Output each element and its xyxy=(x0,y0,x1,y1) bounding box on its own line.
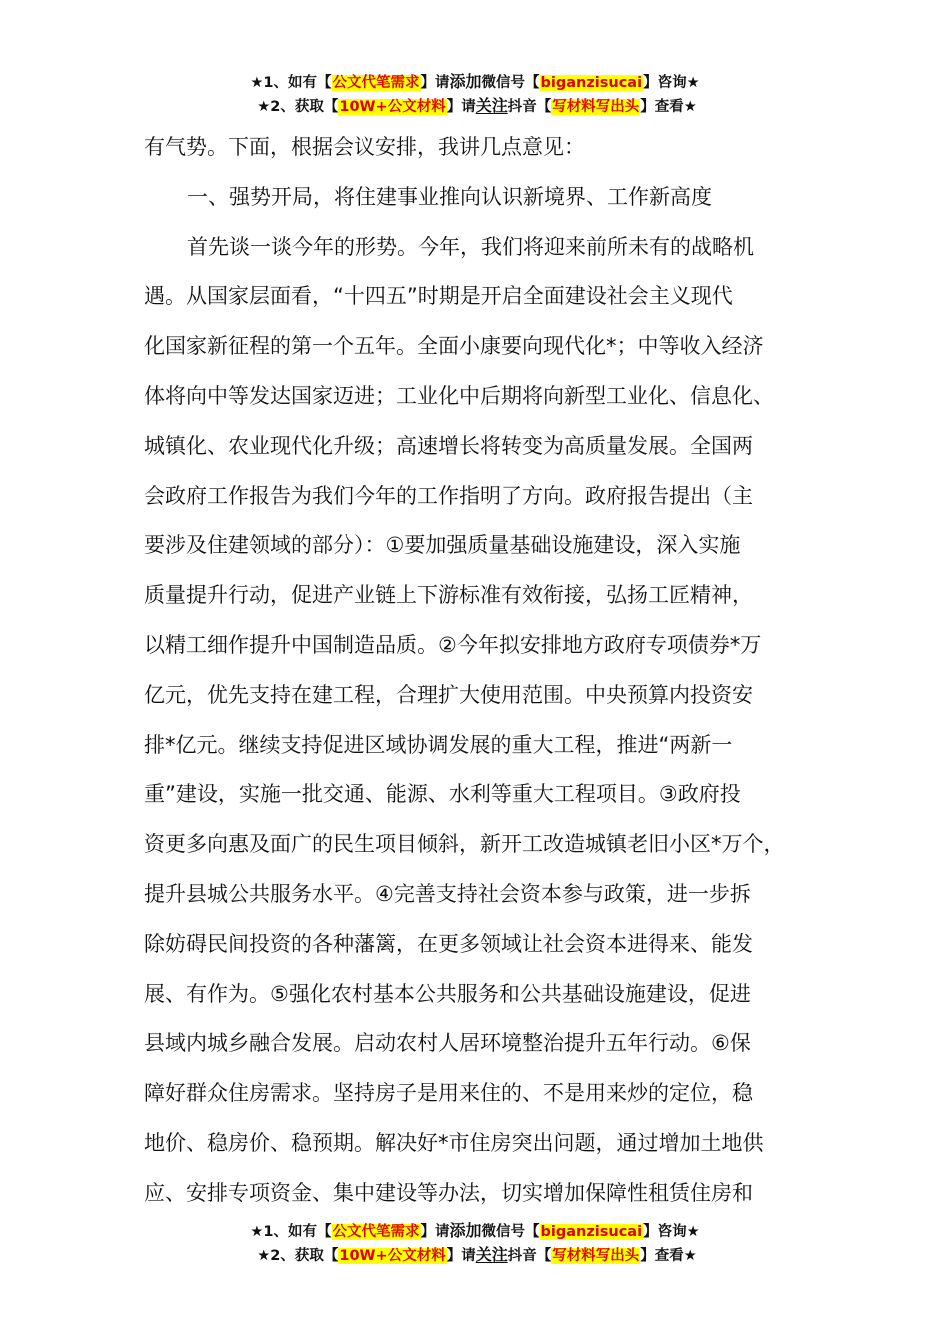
body-line: 重”建设，实施一批交通、能源、水利等重大工程项目。③政府投 xyxy=(144,782,741,807)
body-line: 资更多向惠及面广的民生项目倾斜，新开工改造城镇老旧小区*万个， xyxy=(144,832,785,857)
banner-text: 】查看★ xyxy=(640,1248,697,1264)
banner-text: ★2、获取【 xyxy=(257,99,339,115)
body-line: 质量提升行动，促进产业链上下游标准有效衔接，弘扬工匠精神， xyxy=(144,583,753,608)
banner-text: 】请 xyxy=(420,1224,450,1240)
banner-highlight-douyin: 写材料写出头 xyxy=(552,99,640,115)
body-line: 首先谈一谈今年的形势。今年，我们将迎来前所未有的战略机 xyxy=(187,234,754,259)
document-body xyxy=(144,123,824,1219)
body-line: 排*亿元。继续支持促进区域协调发展的重大工程，推进“两新一 xyxy=(144,732,733,757)
banner-line-1 xyxy=(0,70,950,94)
banner-highlight-service: 公文代笔需求 xyxy=(332,1224,420,1240)
banner-text: 微信号【 xyxy=(481,1224,540,1240)
body-line: 以精工细作提升中国制造品质。②今年拟安排地方政府专项债券*万 xyxy=(144,632,762,657)
banner-text: ★2、获取【 xyxy=(257,1248,339,1264)
banner-line-2 xyxy=(0,1243,950,1267)
banner-highlight-service: 公文代笔需求 xyxy=(332,75,420,91)
banner-highlight-materials: 10W+公文材料 xyxy=(339,1248,446,1264)
body-line: 化国家新征程的第一个五年。全面小康要向现代化*；中等收入经济 xyxy=(144,334,764,359)
banner-text: 抖音【 xyxy=(507,99,552,115)
banner-line-2 xyxy=(0,94,950,118)
header-banner xyxy=(0,70,950,118)
body-line: 提升县城公共服务水平。④完善支持社会资本参与政策，进一步拆 xyxy=(144,881,751,906)
body-line: 城镇化、农业现代化升级；高速增长将转变为高质量发展。全国两 xyxy=(144,433,753,458)
body-line: 亿元，优先支持在建工程，合理扩大使用范围。中央预算内投资安 xyxy=(144,682,753,707)
banner-emphasis: 添加 xyxy=(449,1221,482,1240)
section-heading: 一、强势开局，将住建事业推向认识新境界、工作新高度 xyxy=(187,184,712,209)
body-line: 应、安排专项资金、集中建设等办法，切实增加保障性租赁住房和 xyxy=(144,1180,753,1205)
banner-text: 】咨询★ xyxy=(643,75,700,91)
banner-text: 】查看★ xyxy=(640,99,697,115)
body-line: 要涉及住建领域的部分）：①要加强质量基础设施建设，深入实施 xyxy=(144,533,741,558)
banner-text: 】请 xyxy=(446,1248,476,1264)
banner-text: 】请 xyxy=(446,99,476,115)
body-line: 障好群众住房需求。坚持房子是用来住的、不是用来炒的定位，稳 xyxy=(144,1081,753,1106)
banner-text: 】请 xyxy=(420,75,450,91)
banner-text: ★1、如有【 xyxy=(250,75,332,91)
banner-text: 抖音【 xyxy=(507,1248,552,1264)
banner-text: 微信号【 xyxy=(481,75,540,91)
banner-emphasis: 添加 xyxy=(449,72,482,91)
body-line: 地价、稳房价、稳预期。解决好*市住房突出问题，通过增加土地供 xyxy=(144,1130,764,1155)
banner-highlight-materials: 10W+公文材料 xyxy=(339,99,446,115)
body-line: 县域内城乡融合发展。启动农村人居环境整治提升五年行动。⑥保 xyxy=(144,1031,751,1056)
footer-banner xyxy=(0,1219,950,1267)
banner-highlight-wechat: biganzisucai xyxy=(540,1224,643,1240)
body-line: 体将向中等发达国家迈进；工业化中后期将向新型工业化、信息化、 xyxy=(144,383,774,408)
banner-emphasis: 关注 xyxy=(475,1245,508,1264)
banner-emphasis: 关注 xyxy=(475,96,508,115)
banner-highlight-wechat: biganzisucai xyxy=(540,75,643,91)
body-line: 遇。从国家层面看，“十四五”时期是开启全面建设社会主义现代 xyxy=(144,284,733,309)
body-line: 有气势。下面，根据会议安排，我讲几点意见： xyxy=(144,135,585,159)
body-line: 会政府工作报告为我们今年的工作指明了方向。政府报告提出（主 xyxy=(144,483,753,508)
banner-text: ★1、如有【 xyxy=(250,1224,332,1240)
banner-text: 】咨询★ xyxy=(643,1224,700,1240)
banner-line-1 xyxy=(0,1219,950,1243)
body-line: 展、有作为。⑤强化农村基本公共服务和公共基础设施建设，促进 xyxy=(144,981,751,1006)
banner-highlight-douyin: 写材料写出头 xyxy=(552,1248,640,1264)
body-line: 除妨碍民间投资的各种藩篱，在更多领域让社会资本进得来、能发 xyxy=(144,931,753,956)
